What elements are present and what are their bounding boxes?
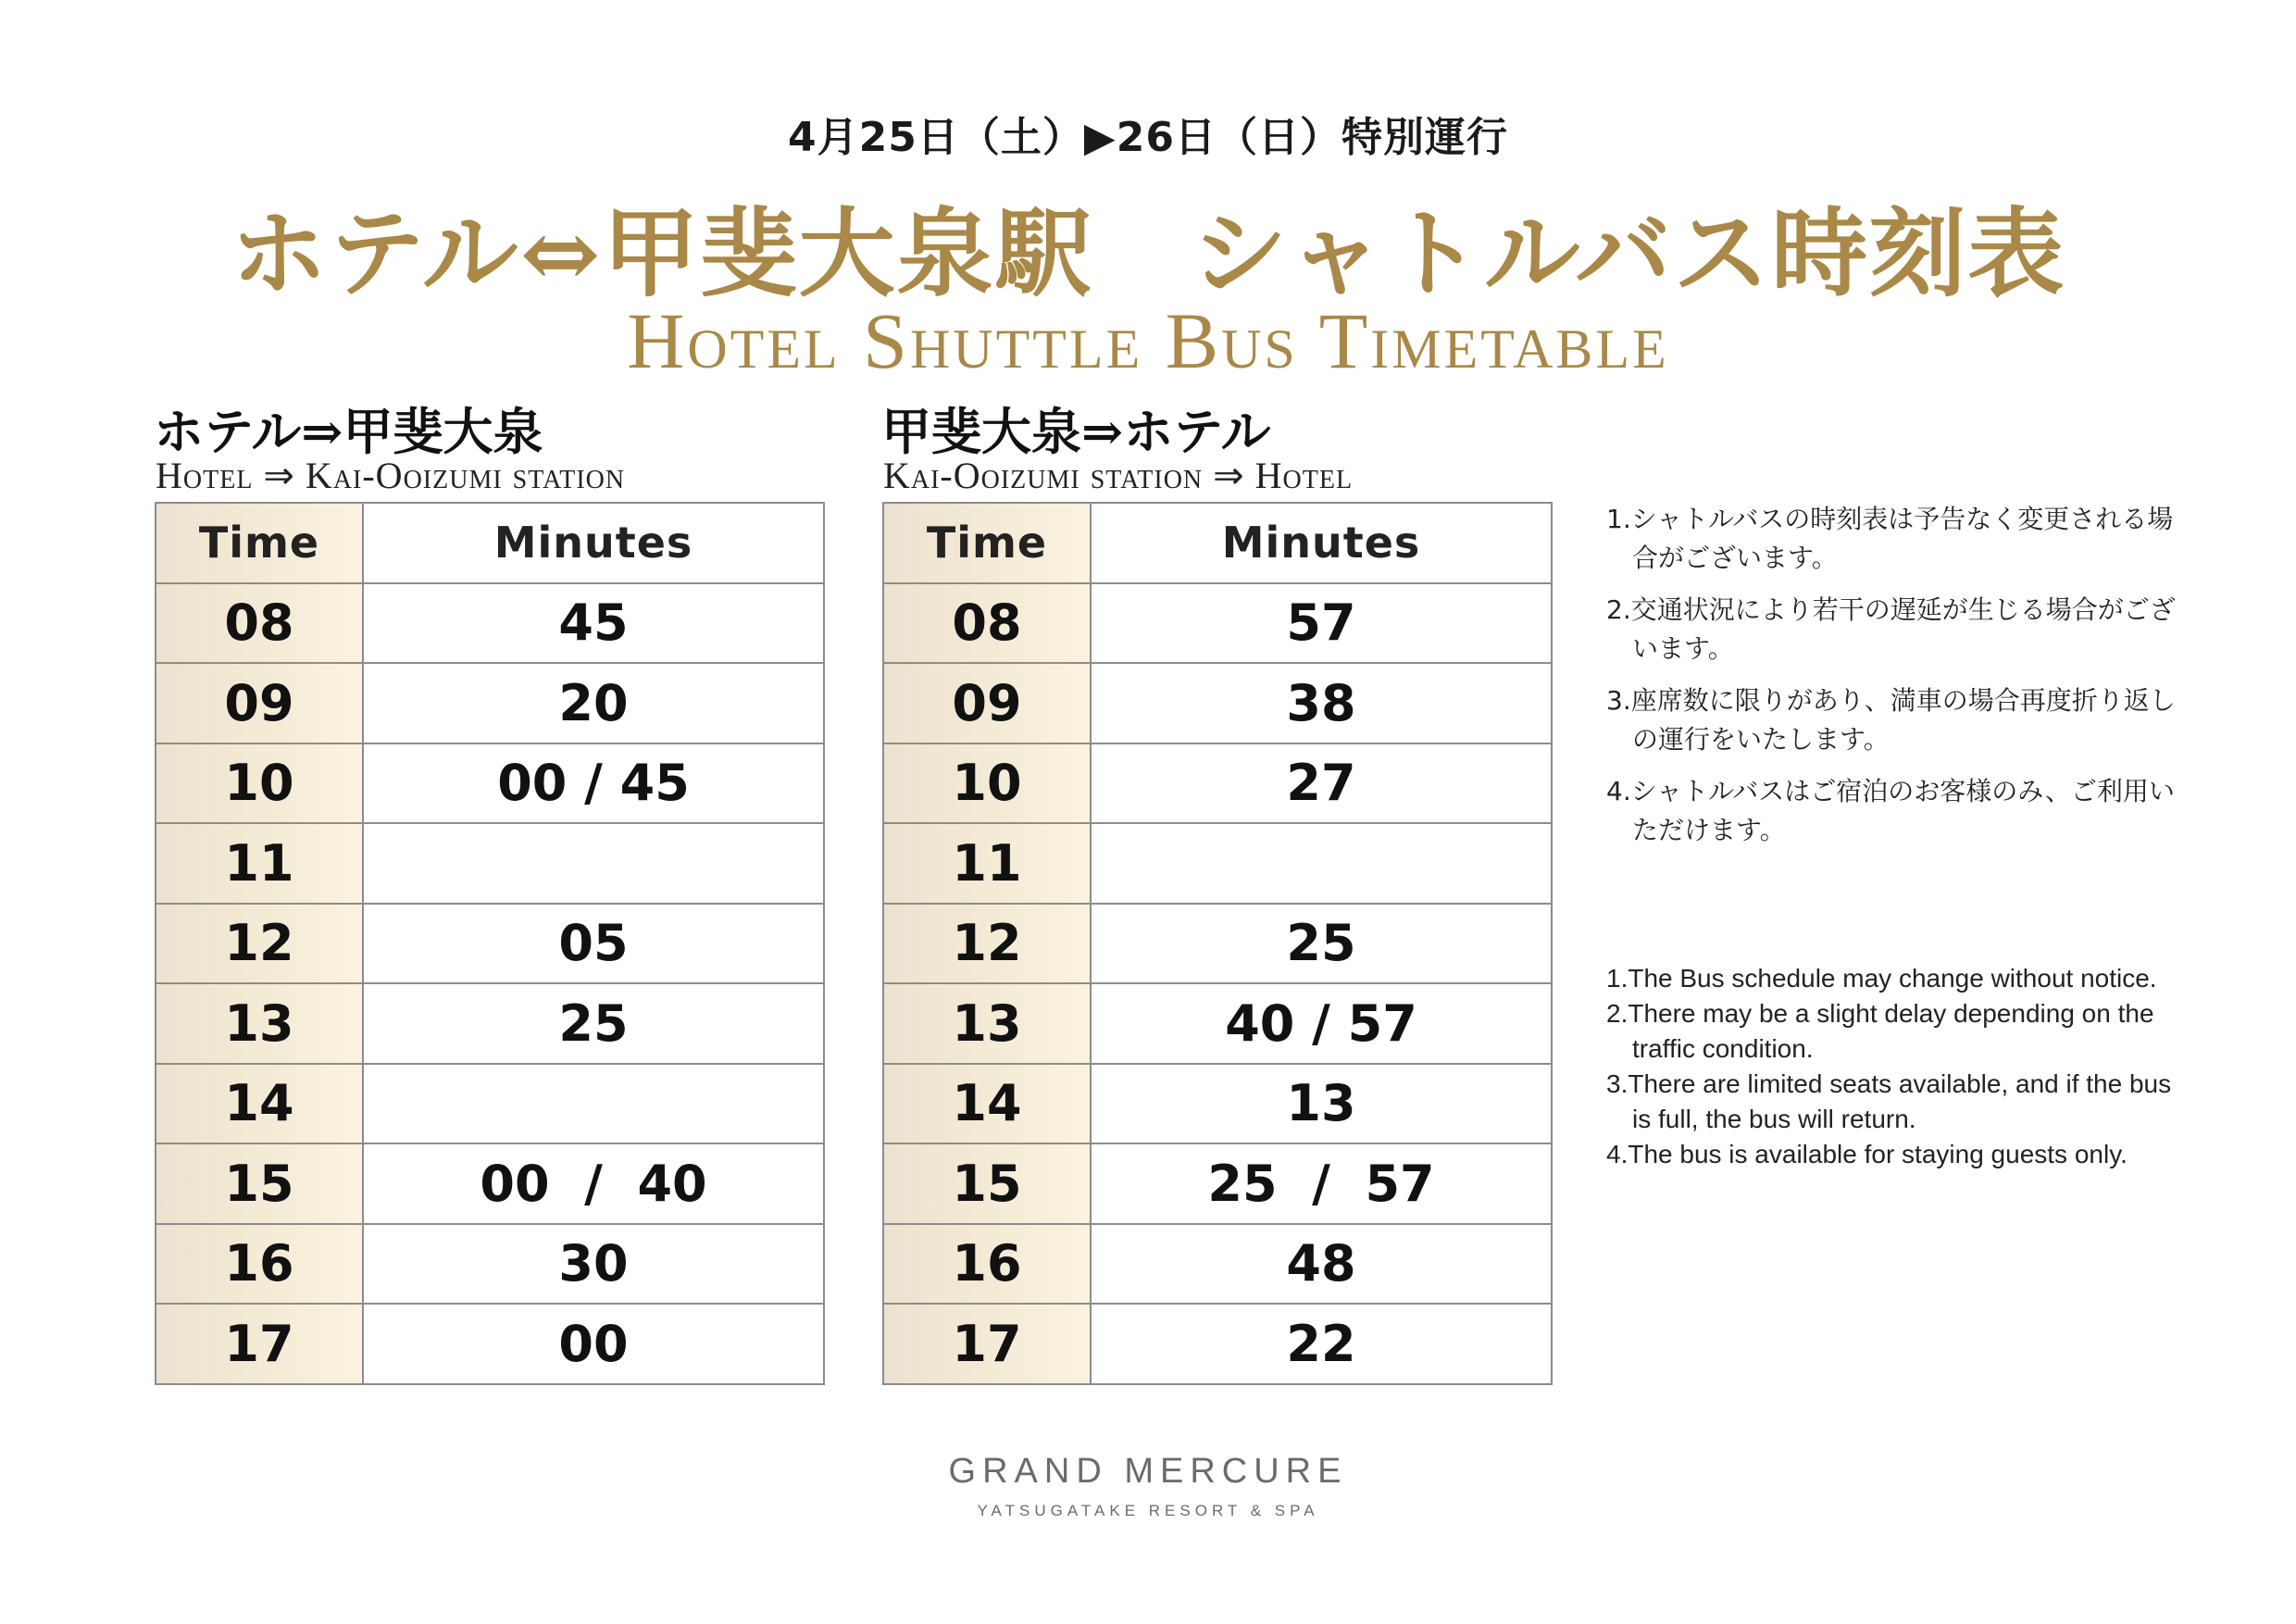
minutes-cell: 27 <box>1091 743 1552 824</box>
hour-cell: 08 <box>883 583 1091 664</box>
minutes-cell: 13 <box>1091 1064 1552 1144</box>
hour-cell: 12 <box>156 904 363 984</box>
note-item: 1.シャトルバスの時刻表は予告なく変更される場合がございます。 <box>1606 504 2174 573</box>
minutes-cell: 40 / 57 <box>1091 983 1552 1064</box>
hour-cell: 08 <box>156 583 363 664</box>
brand-subtitle: YATSUGATAKE RESORT & SPA <box>977 1502 1319 1519</box>
hour-cell: 14 <box>156 1064 363 1144</box>
minutes-cell: 38 <box>1091 663 1552 743</box>
table-row <box>883 1304 1552 1384</box>
minutes-cell: 25 <box>363 983 824 1064</box>
column-header-time: Time <box>156 503 363 583</box>
table-row <box>883 904 1552 984</box>
minutes-cell: 48 <box>1091 1224 1552 1305</box>
minutes-cell: 00 / 40 <box>363 1143 824 1224</box>
table-row <box>156 583 824 664</box>
table-row <box>883 1143 1552 1224</box>
hour-cell: 14 <box>883 1064 1091 1144</box>
hour-cell: 17 <box>156 1304 363 1384</box>
minutes-cell <box>363 1064 824 1144</box>
note-item: 2.There may be a slight delay depending on the traffic condition. <box>1606 999 2154 1063</box>
inbound-timetable <box>882 502 1553 1385</box>
table-row <box>156 983 824 1064</box>
outbound-title-en: Hotel ⇒ Kai-Ooizumi station <box>156 455 626 496</box>
table-row <box>156 663 824 743</box>
minutes-cell: 25 <box>1091 904 1552 984</box>
brand-logo: GRAND MERCURE <box>948 1452 1348 1491</box>
hour-cell: 15 <box>883 1143 1091 1224</box>
outbound-timetable <box>155 502 825 1385</box>
hour-cell: 11 <box>156 823 363 904</box>
minutes-cell <box>363 823 824 904</box>
table-row <box>883 1064 1552 1144</box>
notes-english <box>1606 961 2180 1172</box>
notes-japanese <box>1606 500 2180 863</box>
minutes-cell: 25 / 57 <box>1091 1143 1552 1224</box>
page-title-en: Hotel Shuttle Bus Timetable <box>627 296 1669 385</box>
outbound-title-jp: ホテル⇒甲斐大泉 <box>154 402 543 461</box>
note-item: 2.交通状況により若干の遅延が生じる場合がございます。 <box>1606 594 2176 664</box>
minutes-cell: 00 <box>363 1304 824 1384</box>
column-header-minutes: Minutes <box>363 503 824 583</box>
hour-cell: 16 <box>883 1224 1091 1305</box>
minutes-cell: 57 <box>1091 583 1552 664</box>
page-title-jp: ホテル⇔甲斐大泉駅 シャトルバス時刻表 <box>230 196 2066 310</box>
inbound-title-en: Kai-Ooizumi station ⇒ Hotel <box>883 455 1354 496</box>
inbound-title-jp: 甲斐大泉⇒ホテル <box>881 402 1271 461</box>
hour-cell: 16 <box>156 1224 363 1305</box>
hour-cell: 17 <box>883 1304 1091 1384</box>
table-row <box>883 823 1552 904</box>
table-row <box>156 743 824 824</box>
minutes-cell: 20 <box>363 663 824 743</box>
table-row <box>883 663 1552 743</box>
hour-cell: 13 <box>883 983 1091 1064</box>
hour-cell: 10 <box>883 743 1091 824</box>
column-header-time: Time <box>883 503 1091 583</box>
minutes-cell: 30 <box>363 1224 824 1305</box>
date-line: 4月25日（土）▶26日（日）特別運行 <box>788 114 1508 161</box>
note-item: 3.座席数に限りがあり、満車の場合再度折り返しの運行をいたします。 <box>1606 685 2176 755</box>
minutes-cell: 05 <box>363 904 824 984</box>
note-item: 4.The bus is available for staying guests only. <box>1606 1140 2128 1168</box>
table-row <box>156 1304 824 1384</box>
table-row <box>883 1224 1552 1305</box>
minutes-cell: 22 <box>1091 1304 1552 1384</box>
table-row <box>156 1064 824 1144</box>
hour-cell: 15 <box>156 1143 363 1224</box>
table-header-row <box>156 503 824 583</box>
table-row <box>156 1224 824 1305</box>
hour-cell: 11 <box>883 823 1091 904</box>
minutes-cell <box>1091 823 1552 904</box>
table-row <box>883 743 1552 824</box>
hour-cell: 09 <box>156 663 363 743</box>
column-header-minutes: Minutes <box>1091 503 1552 583</box>
hour-cell: 12 <box>883 904 1091 984</box>
table-row <box>156 1143 824 1224</box>
note-item: 3.There are limited seats available, and if the bus is full, the bus will return. <box>1606 1069 2172 1133</box>
table-row <box>883 983 1552 1064</box>
table-row <box>156 904 824 984</box>
hour-cell: 13 <box>156 983 363 1064</box>
minutes-cell: 00 / 45 <box>363 743 824 824</box>
note-item: 4.シャトルバスはご宿泊のお客様のみ、ご利用いただけます。 <box>1606 776 2175 845</box>
minutes-cell: 45 <box>363 583 824 664</box>
hour-cell: 09 <box>883 663 1091 743</box>
table-row <box>883 583 1552 664</box>
table-row <box>156 823 824 904</box>
note-item: 1.The Bus schedule may change without notice. <box>1606 964 2157 993</box>
hour-cell: 10 <box>156 743 363 824</box>
table-header-row <box>883 503 1552 583</box>
